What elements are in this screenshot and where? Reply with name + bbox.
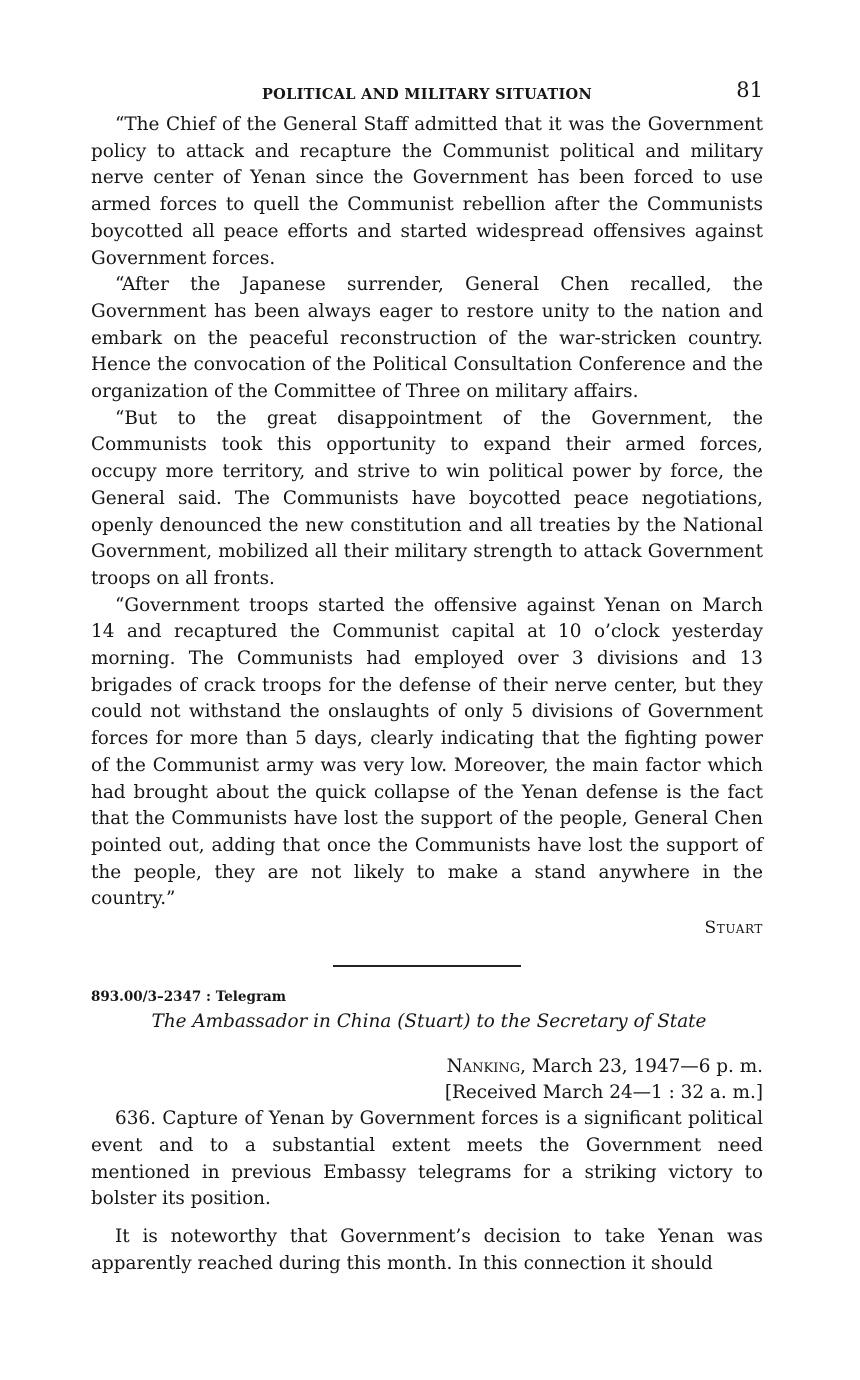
statement-paragraph: “But to the great disappointment of the Government, the Communists took this opportunity to expand their armed forces, occupy more territory, and strive to win political power by force, the General said. The Communists have boycotted peace negotiations, openly denounced the new constitution and all treaties by the National Government, mobilized all their military strength to attack Government troops on all fronts. [91, 407, 763, 589]
telegram-paragraph: It is noteworthy that Government’s decision to take Yenan was apparently reached during this month. In this connection it should [91, 1225, 763, 1274]
dateline-date: March 23, 1947—6 p. m. [525, 1056, 763, 1078]
received-line: [Received March 24—1 : 32 a. m.] [444, 1082, 763, 1104]
statement-paragraph: “The Chief of the General Staff admitted that it was the Government policy to attack and recapture the Communist political and military nerve center of Yenan since the Government has been forced to use armed forces to quell the Communist rebellion after the Communists boycotted all peace efforts and started widespread offensives against Government forces. [91, 114, 763, 269]
section-divider [333, 965, 521, 967]
date-line [91, 1054, 763, 1080]
file-reference: 893.00/3–2347 : Telegram [91, 989, 287, 1006]
paragraph-gap [91, 1213, 763, 1224]
page-number: 81 [736, 78, 763, 102]
dateline-place: Nanking, [446, 1056, 526, 1078]
statement-paragraph: “After the Japanese surrender, General Chen recalled, the Government has been always eager to restore unity to the nation and embark on the peaceful reconstruction of the war-stricken country. Hence the convocation of the Political Consultation Conference and the organization of the Committee of Three on military affairs. [91, 274, 763, 403]
document-title: The Ambassador in China (Stuart) to the Secretary of State [151, 1011, 707, 1033]
statement-body [91, 112, 763, 913]
telegram-paragraph: 636. Capture of Yenan by Government forces is a significant political event and to a substantial extent meets the Government need mentioned in previous Embassy telegrams for a striking victory to bolster its position. [91, 1108, 763, 1210]
running-header [91, 76, 763, 112]
running-title: POLITICAL AND MILITARY SITUATION [261, 86, 593, 103]
statement-paragraph: “Government troops started the offensive against Yenan on March 14 and recaptured the Communist capital at 10 o’clock yesterday morning. The Communists had employed over 3 divisions and 13 brigades of crack troops for the defense of their nerve center, but they could not withstand the onslaughts of only 5 divisions of Government forces for more than 5 days, clearly indicating that the fighting power of the Communist army was very low. Moreover, the main factor which had brought about the quick collapse of the Yenan defense is the fact that the Communists have lost the support of the people, General Chen pointed out, adding that once the Communists have lost the support of the people, they are not likely to make a stand anywhere in the country.” [91, 594, 763, 910]
document-page [91, 76, 763, 1277]
signature: Stuart [704, 918, 763, 939]
dateline [91, 1054, 763, 1106]
